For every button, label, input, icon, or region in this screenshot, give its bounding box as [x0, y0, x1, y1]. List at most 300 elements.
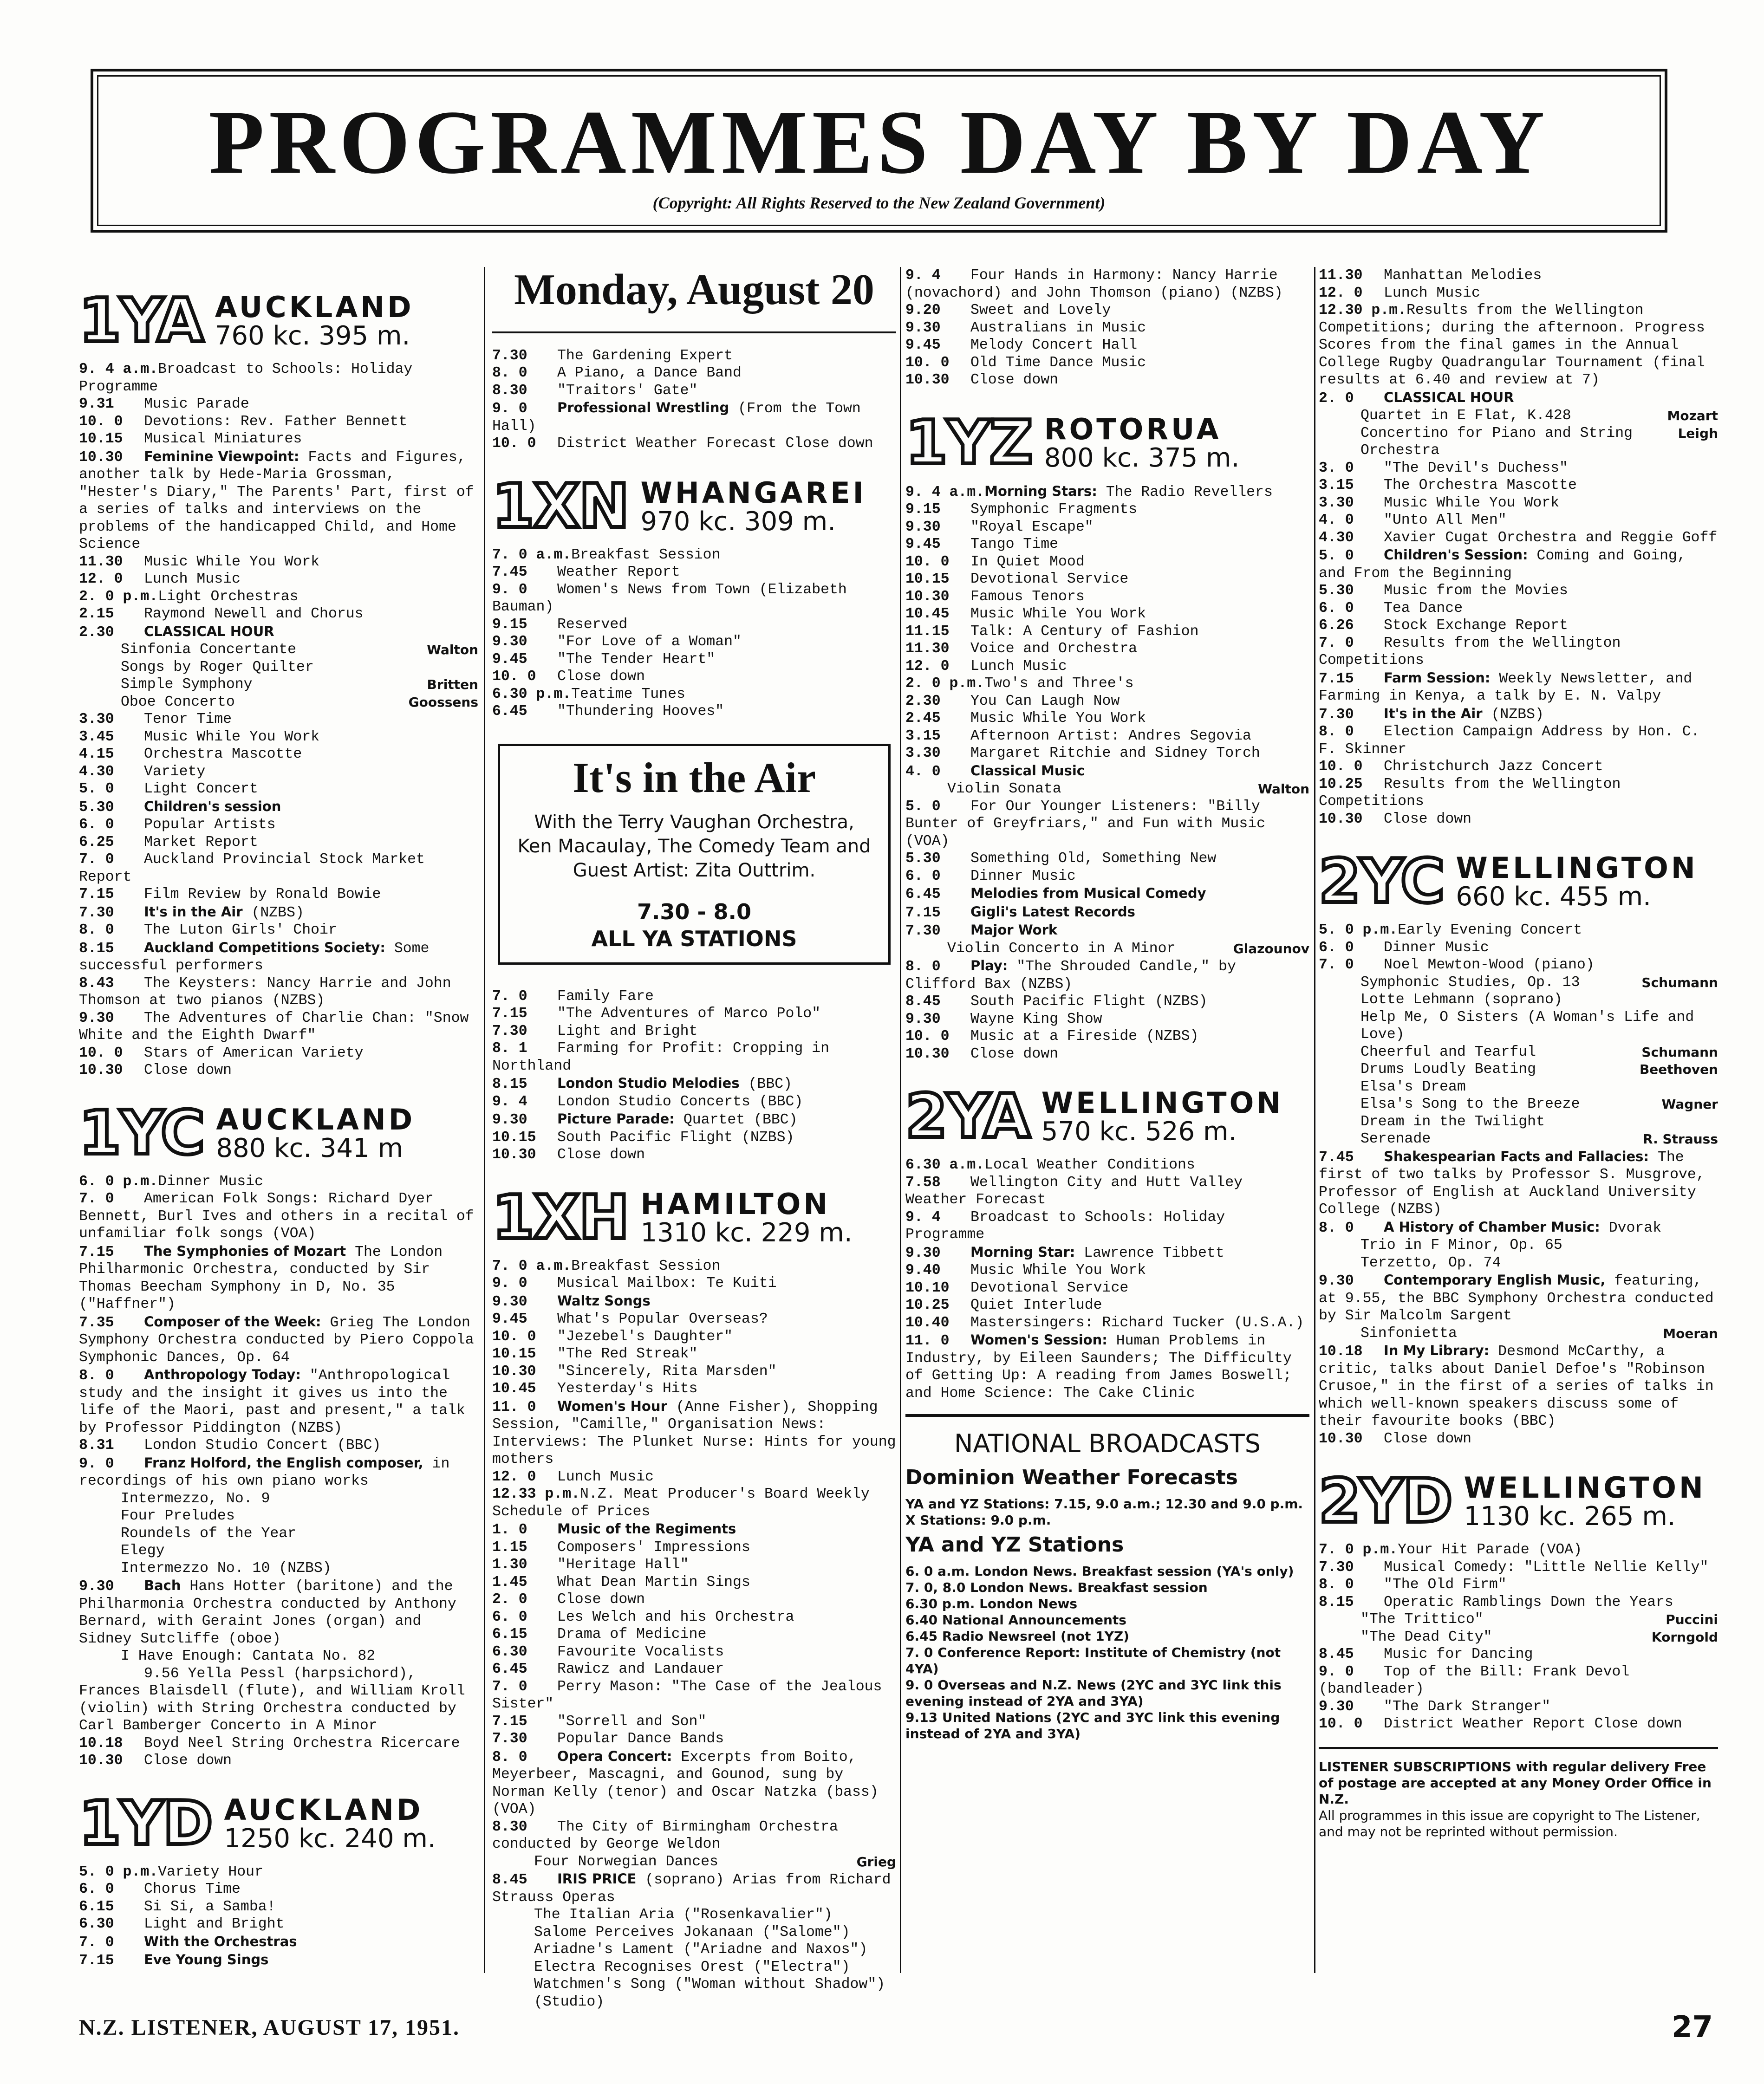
programme-detail [1319, 1044, 1718, 1061]
programme-time: 10.30 [1319, 811, 1363, 827]
programme-detail [1319, 1254, 1718, 1272]
programme-time: 9. 0 [79, 1455, 114, 1472]
programme-title: "Royal Escape" [970, 519, 1094, 535]
programme-entry [1319, 1594, 1718, 1611]
programme-entry [1319, 285, 1718, 302]
programme-time: 11. 0 [492, 1399, 536, 1415]
programme-title: Margaret Ritchie and Sidney Torch [970, 745, 1260, 761]
programme-entry [492, 703, 896, 721]
programme-title: in recordings of his own piano works [79, 1455, 450, 1489]
programme-title: "The Old Firm" [1384, 1577, 1507, 1593]
programme-time: 9.31 [79, 396, 114, 412]
programme-time: 9.15 [905, 501, 941, 518]
programme-entry [905, 605, 1309, 623]
programme-title: Si Si, a Samba! [144, 1898, 276, 1915]
piece-title: Elsa's Dream [1360, 1078, 1466, 1095]
station-frequency: 970 kc. 309 m. [640, 506, 836, 537]
programme-highlight: Picture Parade: [557, 1111, 675, 1127]
station-call-sign: 1XH [492, 1182, 629, 1253]
programme-time: 9.45 [492, 1311, 527, 1328]
programme-title: Talk: A Century of Fashion [970, 623, 1199, 640]
programme-highlight: Major Work [970, 922, 1058, 938]
station-frequency: 660 kc. 455 m. [1456, 882, 1651, 912]
programme-detail [905, 940, 1309, 958]
programme-entry [1319, 1715, 1718, 1733]
programme-detail [79, 641, 478, 659]
programme-title: Musical Comedy: "Little Nellie Kelly" [1384, 1559, 1709, 1576]
programme-title: Close down [557, 669, 645, 685]
column-1 [79, 267, 478, 1970]
programme-list-1ya [79, 361, 478, 1079]
programme-title: What Dean Martin Sings [557, 1574, 750, 1591]
programme-entry [1319, 1541, 1718, 1559]
programme-entry [79, 1915, 478, 1933]
programme-time: 10. 0 [79, 413, 123, 430]
piece-title: Sinfonia Concertante [121, 642, 297, 658]
programme-time: 7. 0 [1319, 957, 1354, 973]
programme-time: 10.30 [905, 1045, 950, 1062]
programme-time: 6. 0 [905, 868, 941, 884]
programme-time: 9.30 [905, 1011, 941, 1027]
programme-entry [492, 364, 896, 382]
composer: Korngold [1651, 1629, 1718, 1645]
programme-time: 9.40 [905, 1262, 941, 1279]
programme-entry [492, 1556, 896, 1574]
programme-time: 10. 0 [492, 669, 536, 685]
programme-title: Popular Dance Bands [557, 1731, 724, 1747]
programme-list-1yz [905, 483, 1309, 1063]
programme-entry [905, 588, 1309, 606]
weather-forecasts-title: Dominion Weather Forecasts [905, 1466, 1238, 1489]
programme-title: Weather Report [557, 564, 680, 581]
composer: Goossens [408, 694, 478, 710]
programme-entry [79, 728, 478, 746]
weather-times-x: X Stations: 9.0 p.m. [905, 1513, 1051, 1528]
subscription-heading: LISTENER SUBSCRIPTIONS with regular delivery Free of postage are accepted at any Money Order Office in N.Z. [1319, 1759, 1712, 1807]
programme-time: 5. 0 [905, 798, 941, 815]
programme-time: 4.15 [79, 746, 114, 762]
programme-title: Breakfast Session [571, 1258, 721, 1274]
programme-entry [79, 1437, 478, 1454]
programme-time: 10.15 [492, 1346, 536, 1363]
programme-entry [905, 1297, 1309, 1314]
national-broadcast-item: 9.13 United Nations (2YC and 3YC link this evening instead of 2YA and 3YA) [905, 1710, 1280, 1741]
programme-title: The Adventures of Charlie Chan: "Snow White and the Eighth Dwarf" [79, 1010, 469, 1044]
programme-time: 8.30 [492, 382, 527, 399]
programme-entry [79, 448, 478, 553]
programme-list-2yd [1319, 1541, 1718, 1733]
programme-entry [79, 430, 478, 448]
programme-time: 9. 0 [492, 581, 527, 598]
programme-time: 3.15 [1319, 477, 1354, 493]
piece-title: Quartet in E Flat, K.428 [1360, 408, 1571, 424]
programme-title: Wellington City and Hutt Valley Weather Forecast [905, 1174, 1243, 1208]
programme-entry [492, 1345, 896, 1363]
programme-time: 10.15 [905, 571, 950, 587]
programme-list-1yd [79, 1863, 478, 1970]
programme-title: "Traitors' Gate" [557, 382, 698, 399]
programme-entry [492, 1678, 896, 1713]
issue-footer: N.Z. LISTENER, AUGUST 17, 1951. [79, 2015, 460, 2040]
programme-time: 10.30 [79, 1753, 123, 1769]
piece-title: Watchmen's Song ("Woman without Shadow") (Studio) [534, 1976, 885, 2010]
station-city: WELLINGTON [1456, 851, 1698, 885]
programme-highlight: Franz Holford, the English composer, [144, 1454, 423, 1471]
programme-title: Light Orchestras [158, 588, 299, 605]
national-broadcast-item: 7. 0 Conference Report: Institute of Chemistry (not 4YA) [905, 1645, 1281, 1676]
piece-title: Lotte Lehmann (soprano) [1360, 992, 1562, 1008]
programme-entry [1319, 723, 1718, 758]
programme-time: 7.30 [492, 347, 527, 364]
programme-entry [492, 686, 896, 703]
programme-entry [1319, 939, 1718, 957]
programme-title: Music Parade [144, 396, 249, 412]
piece-title: Terzetto, Op. 74 [1360, 1254, 1501, 1271]
piece-title: Four Preludes [121, 1508, 235, 1524]
piece-title: Oboe Concerto [121, 694, 235, 710]
programme-title: Xavier Cugat Orchestra and Reggie Goff [1384, 529, 1718, 546]
day-title: Monday, August 20 [514, 266, 874, 314]
programme-title: The London Philharmonic Orchestra, conducted by Sir Thomas Beecham Symphony in D, No. 35 ("Haffner") [79, 1244, 443, 1312]
programme-title: (From the Town Hall) [492, 401, 861, 435]
programme-title: Lunch Music [144, 571, 241, 587]
programme-title: Tea Dance [1384, 600, 1463, 617]
programme-title: Quiet Interlude [970, 1297, 1102, 1313]
programme-time: 4. 0 [905, 763, 941, 780]
programme-title: (NZBS) [1491, 706, 1544, 723]
programme-entry [1319, 1219, 1718, 1237]
programme-time: 7. 0 p.m. [1319, 1542, 1398, 1558]
piece-title: Songs by Roger Quilter [121, 659, 314, 675]
programme-time: 3.15 [905, 727, 941, 744]
programme-title: (Anne Fisher), Shopping Session, "Camille," Organisation News: Interviews: The Plunket Nurse: Hints for young mothers [492, 1399, 896, 1468]
programme-time: 10.25 [905, 1297, 950, 1313]
station-frequency: 760 kc. 395 m. [215, 321, 410, 351]
programme-entry [79, 1454, 478, 1490]
programme-title: Melody Concert Hall [970, 337, 1138, 353]
programme-entry [79, 1010, 478, 1045]
programme-entry [905, 1331, 1309, 1402]
programme-time: 8. 0 [1319, 1220, 1354, 1236]
advert-time: 7.30 - 8.0 [637, 899, 752, 924]
programme-time: 7. 0 [1319, 635, 1354, 651]
programme-title: Stock Exchange Report [1384, 617, 1568, 634]
programme-entry [492, 1713, 896, 1731]
programme-entry [905, 267, 1309, 302]
piece-title: Elegy [121, 1543, 165, 1559]
programme-highlight: Play: [970, 958, 1008, 974]
programme-entry [492, 1661, 896, 1678]
programme-time: 8. 0 [492, 365, 527, 382]
programme-title: What's Popular Overseas? [557, 1311, 768, 1328]
programme-entry [492, 633, 896, 651]
programme-time: 10. 0 [492, 1328, 536, 1345]
programme-title: Famous Tenors [970, 588, 1085, 605]
programme-title: Mastersingers: Richard Tucker (U.S.A.) [970, 1314, 1304, 1331]
programme-title: Coming and Going, and From the Beginning [1319, 548, 1686, 582]
programme-time: 7.15 [492, 1006, 527, 1022]
programme-title: Variety [144, 763, 206, 780]
programme-entry [905, 1156, 1309, 1174]
programme-entry [492, 581, 896, 616]
programme-time: 7. 0 [79, 1934, 114, 1951]
programme-time: 9.30 [492, 1112, 527, 1129]
programme-time: 12. 0 [79, 571, 123, 587]
programme-title: For Our Younger Listeners: "Billy Bunter of Greyfriars," and Fun with Music (VOA) [905, 798, 1266, 850]
programme-entry [1319, 494, 1718, 512]
programme-highlight: Contemporary English Music, [1384, 1272, 1606, 1288]
piece-title: Dream in the Twilight [1360, 1113, 1545, 1130]
programme-title: Close down [970, 1045, 1059, 1062]
programme-time: 11.15 [905, 623, 950, 640]
programme-highlight: Gigli's Latest Records [970, 903, 1135, 920]
programme-title: Light Concert [144, 781, 258, 797]
programme-time: 10.30 [492, 1147, 536, 1163]
programme-time: 7.35 [79, 1314, 114, 1331]
programme-entry [492, 1818, 896, 1853]
programme-time: 7. 0 [79, 1191, 114, 1207]
programme-highlight: A History of Chamber Music: [1384, 1219, 1600, 1235]
composer: Glazounov [1233, 941, 1309, 956]
programme-time: 7.30 [79, 904, 114, 921]
piece-title: Intermezzo, No. 9 [121, 1490, 270, 1507]
programme-title: Music While You Work [970, 606, 1146, 622]
programme-time: 10.30 [1319, 1430, 1363, 1447]
piece-title: "The Dead City" [1360, 1629, 1492, 1645]
programme-entry [1319, 1342, 1718, 1430]
programme-title: "For Love of a Woman" [557, 634, 742, 650]
programme-time: 10.45 [492, 1381, 536, 1397]
station-call-sign: 2YA [905, 1081, 1029, 1151]
station-city: AUCKLAND [224, 1792, 423, 1827]
programme-time: 10. 0 [905, 553, 950, 570]
national-broadcast-items [905, 1563, 1309, 1742]
programme-time: 10. 0 [905, 1028, 950, 1045]
programme-entry [1319, 922, 1718, 939]
programme-entry [1319, 529, 1718, 547]
programme-entry [492, 668, 896, 686]
programme-entry [492, 1626, 896, 1643]
programme-detail [1319, 1237, 1718, 1254]
national-broadcast-item: 6. 0 a.m. London News. Breakfast session (YA's only) [905, 1564, 1294, 1579]
programme-title: Perry Mason: "The Case of the Jealous Sister" [492, 1678, 882, 1713]
programme-list-continued [492, 988, 896, 1164]
programme-time: 8. 0 [79, 1368, 114, 1384]
station-call-sign: 1XN [492, 470, 629, 541]
programme-title: "The Shrouded Candle," by Clifford Bax (NZBS) [905, 959, 1236, 993]
programme-time: 10. 0 [905, 354, 950, 371]
programme-entry [905, 371, 1309, 389]
piece-title: Concertino for Piano and String Orchestra [1360, 425, 1633, 459]
masthead-title: PROGRAMMES DAY BY DAY [208, 92, 1549, 193]
programme-title: American Folk Songs: Richard Dyer Bennett, Burl Ives and others in a recital of unfamiliar folk songs (VOA) [79, 1191, 474, 1242]
national-broadcast-item: 6.45 Radio Newsreel (not 1YZ) [905, 1629, 1129, 1644]
programme-entry [79, 588, 478, 606]
programme-title: Voice and Orchestra [970, 641, 1138, 657]
programme-title: You Can Laugh Now [970, 693, 1120, 709]
programme-time: 6.45 [905, 886, 941, 902]
programme-entry [1319, 1698, 1718, 1716]
piece-title: Help Me, O Sisters (A Woman's Life and Love) [1360, 1009, 1694, 1043]
programme-title: "Heritage Hall" [557, 1557, 689, 1573]
programme-entry [79, 975, 478, 1010]
piece-title: Drums Loudly Beating [1360, 1061, 1536, 1078]
programme-time: 10.30 [905, 588, 950, 605]
programme-entry [79, 1313, 478, 1367]
programme-title: "Anthropological study and the insight it gives us into the life of the Maori, past and present," a talk by Professor Piddington (NZBS) [79, 1368, 465, 1436]
piece-title: Symphonic Studies, Op. 13 [1360, 974, 1580, 991]
programme-time: 7.15 [79, 1953, 114, 1969]
programme-entry [492, 1328, 896, 1346]
programme-time: 9.30 [492, 1293, 527, 1310]
programme-entry [492, 382, 896, 400]
piece-title: Violin Concerto in A Minor [947, 940, 1176, 957]
station-city: WELLINGTON [1041, 1086, 1284, 1120]
programme-title: Early Evening Concert [1398, 922, 1582, 938]
programme-detail [1319, 1130, 1718, 1148]
programme-time: 9.45 [492, 651, 527, 668]
programme-time: 5. 0 [79, 781, 114, 797]
programme-title: Human Problems in Industry, by Eileen Saunders; The Difficulty of Getting Up: A reading from James Boswell; and Home Science: The Cake Clinic [905, 1333, 1292, 1402]
programme-entry [1319, 267, 1718, 285]
programme-entry [905, 1314, 1309, 1332]
programme-title: Film Review by Ronald Bowie [144, 886, 381, 902]
station-frequency: 1250 kc. 240 m. [224, 1823, 436, 1854]
programme-entry [492, 1609, 896, 1626]
programme-title: Close down [144, 1753, 232, 1769]
programme-detail [1319, 991, 1718, 1009]
programme-time: 10. 0 [1319, 759, 1363, 775]
station-frequency: 1310 kc. 229 m. [640, 1218, 853, 1248]
programme-entry [79, 780, 478, 798]
programme-title: Weekly Newsletter, and Farming in Kenya, a talk by E. N. Valpy [1319, 670, 1692, 704]
programme-time: 7.30 [492, 1023, 527, 1039]
programme-title: Christchurch Jazz Concert [1384, 759, 1603, 775]
programme-title: A Piano, a Dance Band [557, 365, 742, 382]
programme-entry [79, 1062, 478, 1079]
programme-highlight: Shakespearian Facts and Fallacies: [1384, 1148, 1649, 1164]
programme-time: 2. 0 p.m. [79, 588, 158, 605]
programme-entry [905, 745, 1309, 762]
programme-title: (NZBS) [251, 904, 304, 921]
divider [492, 331, 896, 333]
programme-highlight: Professional Wrestling [557, 400, 729, 416]
programme-entry [905, 903, 1309, 922]
programme-highlight: Eve Young Sings [144, 1952, 269, 1967]
programme-entry [905, 1011, 1309, 1028]
programme-title: Some successful performers [79, 940, 430, 974]
station-city: WELLINGTON [1464, 1471, 1706, 1505]
programme-time: 9. 4 [492, 1093, 527, 1110]
programme-time: 6.30 [492, 1643, 527, 1660]
programme-time: 7.30 [905, 923, 941, 939]
programme-title: Results from the Wellington Competitions [1319, 635, 1621, 669]
programme-entry [492, 1292, 896, 1311]
programme-time: 8.43 [79, 975, 114, 992]
programme-entry [1319, 776, 1718, 811]
programme-time: 10.30 [79, 449, 123, 466]
programme-time: 7.15 [79, 886, 114, 902]
programme-time: 8. 0 [492, 1749, 527, 1766]
programme-detail [492, 1906, 896, 1924]
programme-title: Dinner Music [158, 1173, 263, 1190]
programme-time: 8. 0 [905, 959, 941, 975]
subscription-notice [1319, 1747, 1718, 1840]
programme-list-continued [492, 347, 896, 453]
programme-time: 9.30 [905, 1245, 941, 1261]
composer: Walton [427, 642, 478, 657]
programme-entry [905, 993, 1309, 1011]
programme-highlight: Children's Session: [1384, 547, 1528, 563]
programme-title: Market Report [144, 834, 258, 850]
programme-title: In Quiet Mood [970, 553, 1085, 570]
programme-time: 9. 4 [905, 1209, 941, 1226]
programme-title: Music While You Work [970, 710, 1146, 727]
programme-entry [79, 1735, 478, 1753]
piece-title: The Italian Aria ("Rosenkavalier") [534, 1907, 833, 1923]
programme-time: 9.30 [1319, 1698, 1354, 1715]
programme-entry [79, 1881, 478, 1898]
programme-detail [492, 1941, 896, 1959]
programme-entry [79, 1173, 478, 1191]
programme-title: Stars of American Variety [144, 1045, 364, 1061]
programme-title: Top of the Bill: Frank Devol (bandleader) [1319, 1663, 1630, 1697]
programme-entry [79, 1577, 478, 1648]
programme-time: 11.30 [79, 553, 123, 570]
programme-entry [79, 1898, 478, 1916]
programme-highlight: Feminine Viewpoint: [144, 448, 299, 464]
programme-entry [79, 834, 478, 851]
programme-detail [79, 659, 478, 676]
programme-detail [1319, 425, 1718, 460]
programme-title: Desmond McCarthy, a critic, talks about Daniel Defoe's "Robinson Crusoe," in the first of a series of talks in which well-known speakers discuss some of their favourite books (BBC) [1319, 1344, 1714, 1429]
programme-time: 6.15 [492, 1626, 527, 1643]
station-header-2ya [905, 1077, 1309, 1151]
programme-title: Close down [557, 1591, 645, 1608]
programme-title: The Orchestra Mascotte [1384, 477, 1577, 493]
programme-time: 8.15 [79, 940, 114, 957]
station-call-sign: 1YC [79, 1097, 204, 1168]
programme-title: Orchestra Mascotte [144, 746, 302, 762]
composer: Britten [427, 677, 478, 692]
programme-title: Sweet and Lovely [970, 302, 1111, 318]
programme-title: District Weather Report Close down [1384, 1716, 1682, 1732]
piece-title: Electra Recognises Orest ("Electra") [534, 1959, 850, 1975]
programme-entry [1319, 546, 1718, 582]
programme-highlight: In My Library: [1384, 1343, 1490, 1358]
programme-time: 9.45 [905, 337, 941, 353]
programme-title: "The Tender Heart" [557, 651, 716, 668]
programme-entry [492, 1275, 896, 1292]
programme-title: Grieg The London Symphony Orchestra conducted by Piero Coppola Symphonic Dances, Op. 64 [79, 1314, 474, 1366]
station-frequency: 1130 kc. 265 m. [1464, 1501, 1676, 1532]
programme-entry [492, 1040, 896, 1075]
programme-entry [1319, 512, 1718, 529]
programme-time: 6. 0 [1319, 939, 1354, 956]
programme-time: 3. 0 [1319, 460, 1354, 476]
programme-time: 10.40 [905, 1314, 950, 1331]
programme-entry [79, 1243, 478, 1313]
programme-time: 4. 0 [1319, 512, 1354, 528]
programme-time: 6. 0 [79, 1881, 114, 1897]
programme-entry [492, 1591, 896, 1609]
column-rule [1314, 267, 1315, 1973]
programme-title: 9.56 Yella Pessl (harpsichord), Frances Blaisdell (flute), and William Kroll (violin) with String Orchestra conducted by Carl Bamberger Concerto in A Minor [79, 1665, 465, 1734]
programme-time: 10.10 [905, 1279, 950, 1296]
programme-time: 6. 0 [1319, 600, 1354, 617]
programme-title: Noel Mewton-Wood (piano) [1384, 957, 1595, 973]
programme-detail [1319, 974, 1718, 992]
